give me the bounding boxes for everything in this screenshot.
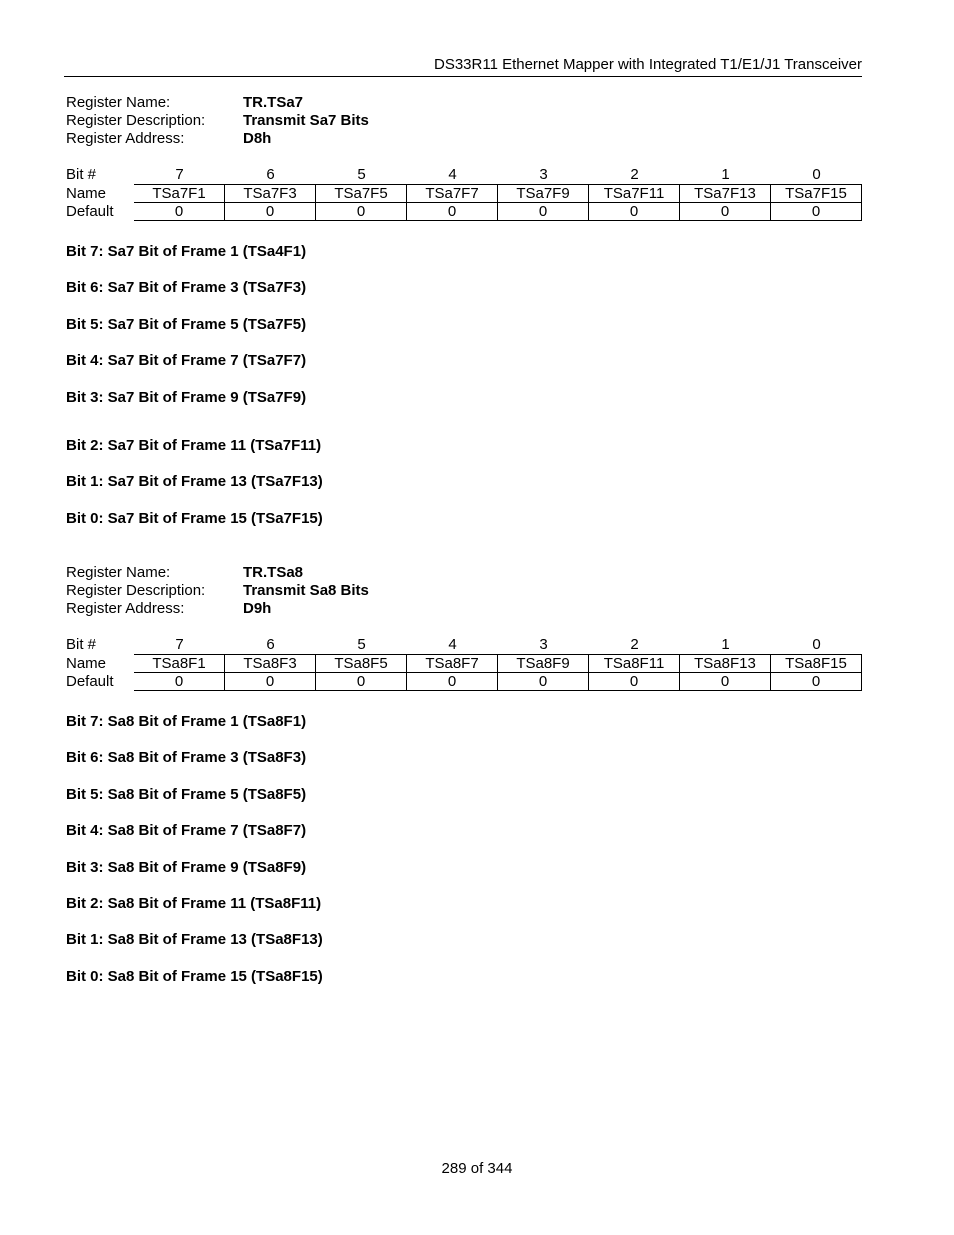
bit-table-tsa7 <box>66 166 862 221</box>
register-address-value: D8h <box>243 130 272 147</box>
bit-description: Bit 0: Sa7 Bit of Frame 15 (TSa7F15) <box>66 510 323 527</box>
bit-description: Bit 7: Sa7 Bit of Frame 1 (TSa4F1) <box>66 243 307 260</box>
register-info-tsa7 <box>66 94 862 220</box>
bit-default-cell: 0 <box>589 203 680 221</box>
bit-name-label: Name <box>66 185 107 202</box>
bit-description: Bit 6: Sa7 Bit of Frame 3 (TSa7F3) <box>66 279 307 296</box>
bit-number-cell: 0 <box>812 636 821 653</box>
bit-name-cell: TSa7F11 <box>589 185 680 203</box>
register-name-value: TR.TSa8 <box>243 564 304 581</box>
bit-default-cell: 0 <box>680 673 771 691</box>
bit-number-cell: 7 <box>175 636 184 653</box>
bit-number-cell: 3 <box>539 636 548 653</box>
register-name-value: TR.TSa7 <box>243 94 304 111</box>
bit-description: Bit 5: Sa8 Bit of Frame 5 (TSa8F5) <box>66 786 307 803</box>
bit-number-cell: 0 <box>812 166 821 183</box>
bit-default-cell: 0 <box>589 673 680 691</box>
bit-number-cell: 5 <box>357 166 366 183</box>
bit-default-cell: 0 <box>316 673 407 691</box>
register-info-tsa8 <box>66 564 862 690</box>
bit-name-cell: TSa7F3 <box>225 185 316 203</box>
bit-default-cell: 0 <box>225 203 316 221</box>
bit-grid <box>66 654 862 691</box>
bit-number-cell: 6 <box>266 636 275 653</box>
bit-name-row <box>66 185 862 203</box>
bit-default-row <box>66 673 862 691</box>
bit-default-cell: 0 <box>316 203 407 221</box>
bit-name-cell: TSa7F7 <box>407 185 498 203</box>
bit-default-cell: 0 <box>498 673 589 691</box>
bit-name-row <box>66 655 862 673</box>
bit-description: Bit 2: Sa8 Bit of Frame 11 (TSa8F11) <box>66 895 322 912</box>
bit-name-cell: TSa7F1 <box>134 185 225 203</box>
register-address-label: Register Address: <box>66 600 185 617</box>
bit-default-cell: 0 <box>407 673 498 691</box>
bit-description: Bit 5: Sa7 Bit of Frame 5 (TSa7F5) <box>66 316 307 333</box>
bit-name-cell: TSa8F11 <box>589 655 680 673</box>
bit-description: Bit 4: Sa7 Bit of Frame 7 (TSa7F7) <box>66 352 307 369</box>
bit-table-tsa8 <box>66 636 862 691</box>
register-name-row <box>66 564 862 582</box>
bit-name-cell: TSa8F15 <box>771 655 862 673</box>
bit-name-cell: TSa8F9 <box>498 655 589 673</box>
bit-number-cell: 4 <box>448 166 457 183</box>
register-description-label: Register Description: <box>66 112 206 129</box>
bit-default-cell: 0 <box>680 203 771 221</box>
bit-number-row <box>66 166 862 184</box>
bit-number-cell: 1 <box>721 636 730 653</box>
bit-number-label: Bit # <box>66 636 97 653</box>
bit-name-cell: TSa7F9 <box>498 185 589 203</box>
bit-default-cell: 0 <box>498 203 589 221</box>
bit-number-row <box>66 636 862 654</box>
bit-name-cell: TSa8F5 <box>316 655 407 673</box>
register-name-label: Register Name: <box>66 94 171 111</box>
bit-description: Bit 6: Sa8 Bit of Frame 3 (TSa8F3) <box>66 749 307 766</box>
bit-name-cell: TSa8F1 <box>134 655 225 673</box>
bit-description: Bit 2: Sa7 Bit of Frame 11 (TSa7F11) <box>66 437 322 454</box>
bit-description: Bit 3: Sa7 Bit of Frame 9 (TSa7F9) <box>66 389 307 406</box>
bit-number-cell: 7 <box>175 166 184 183</box>
bit-description: Bit 1: Sa7 Bit of Frame 13 (TSa7F13) <box>66 473 323 490</box>
register-description-row <box>66 582 862 600</box>
register-address-value: D9h <box>243 600 272 617</box>
bit-name-cell: TSa8F13 <box>680 655 771 673</box>
bit-name-cell: TSa7F5 <box>316 185 407 203</box>
bit-description: Bit 7: Sa8 Bit of Frame 1 (TSa8F1) <box>66 713 307 730</box>
page-number: 289 of 344 <box>441 1160 513 1177</box>
bit-description: Bit 3: Sa8 Bit of Frame 9 (TSa8F9) <box>66 859 307 876</box>
bit-description: Bit 0: Sa8 Bit of Frame 15 (TSa8F15) <box>66 968 323 985</box>
register-description-value: Transmit Sa7 Bits <box>243 112 369 129</box>
bit-number-cell: 3 <box>539 166 548 183</box>
bit-name-label: Name <box>66 655 107 672</box>
bit-number-cell: 2 <box>630 636 639 653</box>
bit-name-cell: TSa7F15 <box>771 185 862 203</box>
register-address-row <box>66 130 862 148</box>
page-header: DS33R11 Ethernet Mapper with Integrated T1/E1/J1 Transceiver <box>64 56 862 77</box>
bit-name-cell: TSa8F3 <box>225 655 316 673</box>
bit-number-cell: 6 <box>266 166 275 183</box>
bit-default-cell: 0 <box>771 203 862 221</box>
bit-default-cell: 0 <box>134 673 225 691</box>
register-name-row <box>66 94 862 112</box>
bit-default-cell: 0 <box>407 203 498 221</box>
bit-description: Bit 4: Sa8 Bit of Frame 7 (TSa8F7) <box>66 822 307 839</box>
bit-default-cell: 0 <box>134 203 225 221</box>
bit-number-cell: 1 <box>721 166 730 183</box>
bit-name-cell: TSa7F13 <box>680 185 771 203</box>
bit-number-cell: 4 <box>448 636 457 653</box>
register-name-label: Register Name: <box>66 564 171 581</box>
register-description-value: Transmit Sa8 Bits <box>243 582 369 599</box>
bit-default-label: Default <box>66 673 114 690</box>
bit-number-label: Bit # <box>66 166 97 183</box>
bit-default-cell: 0 <box>225 673 316 691</box>
bit-number-cell: 5 <box>357 636 366 653</box>
bit-default-label: Default <box>66 203 114 220</box>
bit-name-cell: TSa8F7 <box>407 655 498 673</box>
register-description-row <box>66 112 862 130</box>
bit-grid <box>66 184 862 221</box>
register-description-label: Register Description: <box>66 582 206 599</box>
bit-default-row <box>66 203 862 221</box>
bit-default-cell: 0 <box>771 673 862 691</box>
bit-description: Bit 1: Sa8 Bit of Frame 13 (TSa8F13) <box>66 931 323 948</box>
register-address-row <box>66 600 862 618</box>
bit-number-cell: 2 <box>630 166 639 183</box>
register-address-label: Register Address: <box>66 130 185 147</box>
